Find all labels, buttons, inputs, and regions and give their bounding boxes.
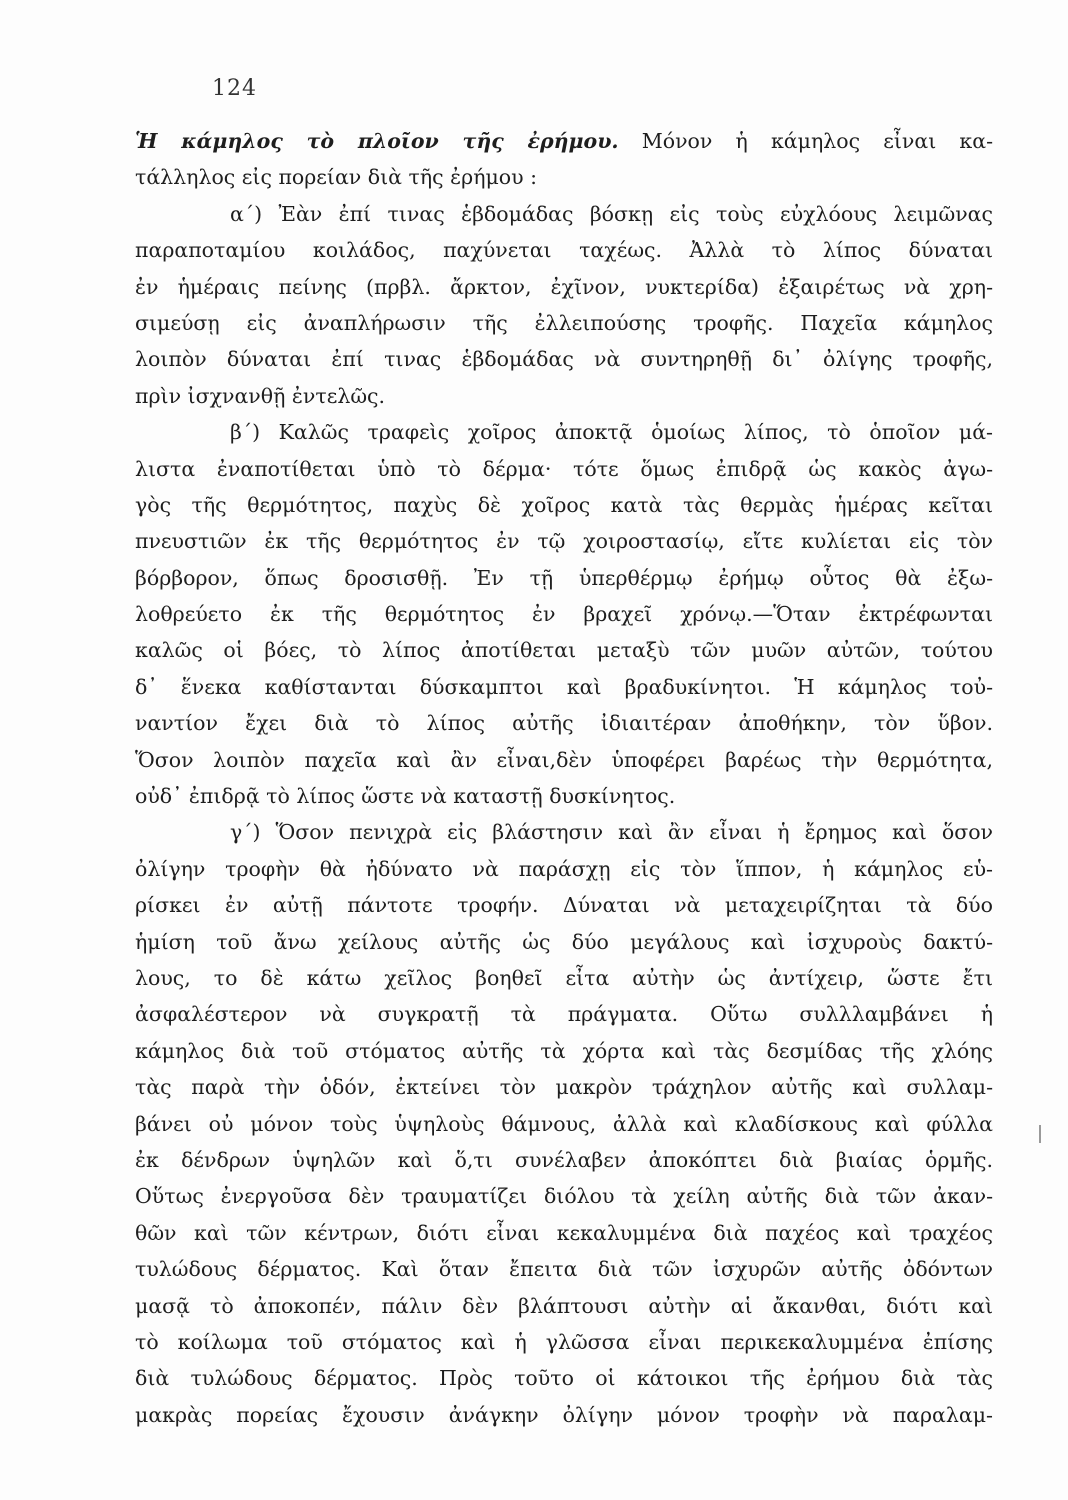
text-line: βόρβορον, ὅπως δροσισθῇ. Ἐν τῇ ὑπερθέρμῳ ἐρήμῳ οὗτος θὰ ἐξω- xyxy=(135,565,993,590)
text-line: γὸς τῆς θερμότητος, παχὺς δὲ χοῖρος κατὰ τὰς θερμὰς ἡμέρας κεῖται xyxy=(135,492,993,517)
text-line: γ΄) Ὅσον πενιχρὰ εἰς βλάστησιν καὶ ἂν εἶναι ἡ ἔρημος καὶ ὅσον xyxy=(230,820,993,845)
text-line: πνευστιῶν ἐκ τῆς θερμότητος ἐν τῷ χοιροστασίῳ, εἴτε κυλίεται εἰς τὸν xyxy=(135,529,993,554)
margin-mark xyxy=(1039,1125,1041,1143)
text-line-heading xyxy=(135,123,993,159)
text-line: οὐδ᾿ ἐπιδρᾷ τὸ λίπος ὥστε νὰ καταστῇ δυσκίνητος. xyxy=(135,784,676,809)
section-heading: Ἡ κάμηλος τὸ πλοῖον τῆς ἐρήμου. xyxy=(135,129,619,153)
text-line: δ᾿ ἕνεκα καθίστανται δύσκαμπτοι καὶ βραδυκίνητοι. Ἡ κάμηλος τοὐ- xyxy=(135,674,993,699)
text-line: ἐν ἡμέραις πείνης (πρβλ. ἄρκτον, ἐχῖνον, νυκτερίδα) ἐξαιρέτως νὰ χρη- xyxy=(135,274,993,299)
text-line: ναντίον ἔχει διὰ τὸ λίπος αὐτῆς ἰδιαιτέραν ἀποθήκην, τὸν ὕβον. xyxy=(135,711,993,736)
text-line: βάνει οὐ μόνον τοὺς ὑψηλοὺς θάμνους, ἀλλὰ καὶ κλαδίσκους καὶ φύλλα xyxy=(135,1111,993,1136)
text-line: λους, το δὲ κάτω χεῖλος βοηθεῖ εἶτα αὐτὴν ὡς ἀντίχειρ, ὥστε ἔτι xyxy=(135,965,993,990)
text-line: τὸ κοίλωμα τοῦ στόματος καὶ ἡ γλῶσσα εἶναι περικεκαλυμμένα ἐπίσης xyxy=(135,1329,993,1354)
text-line: παραποταμίου κοιλάδος, παχύνεται ταχέως. Ἀλλὰ τὸ λίπος δύναται xyxy=(135,238,993,263)
text-line: πρὶν ἰσχνανθῇ ἐντελῶς. xyxy=(135,383,386,408)
text-line: α΄) Ἐὰν ἐπί τινας ἑβδομάδας βόσκῃ εἰς τοὺς εὐχλόους λειμῶνας xyxy=(230,201,993,226)
text-line: ἡμίση τοῦ ἄνω χείλους αὐτῆς ὡς δύο μεγάλους καὶ ἰσχυροὺς δακτύ- xyxy=(135,929,993,954)
text-line: ὀλίγην τροφὴν θὰ ἠδύνατο νὰ παράσχῃ εἰς τὸν ἵππον, ἡ κάμηλος εὑ- xyxy=(135,856,993,881)
text-line: κάμηλος διὰ τοῦ στόματος αὐτῆς τὰ χόρτα καὶ τὰς δεσμίδας τῆς χλόης xyxy=(135,1038,993,1063)
text-line: σιμεύσῃ εἰς ἀναπλήρωσιν τῆς ἐλλειπούσης τροφῆς. Παχεῖα κάμηλος xyxy=(135,310,993,335)
text-line: ἀσφαλέστερον νὰ συγκρατῇ τὰ πράγματα. Οὕτω συλλλαμβάνει ἡ xyxy=(135,1002,993,1027)
text-line: καλῶς οἱ βόες, τὸ λίπος ἀποτίθεται μεταξὺ τῶν μυῶν αὐτῶν, τούτου xyxy=(135,638,993,663)
text-line: Ὅσον λοιπὸν παχεῖα καὶ ἂν εἶναι,δὲν ὑποφέρει βαρέως τὴν θερμότητα, xyxy=(135,747,993,772)
text-line: διὰ τυλώδους δέρματος. Πρὸς τοῦτο οἱ κάτοικοι τῆς ἐρήμου διὰ τὰς xyxy=(135,1366,993,1391)
text-line: τὰς παρὰ τὴν ὁδόν, ἐκτείνει τὸν μακρὸν τράχηλον αὐτῆς καὶ συλλαμ- xyxy=(135,1075,993,1100)
heading-continuation: Μόνον ἡ κάμηλος εἶναι κα- xyxy=(618,129,993,153)
page-number: 124 xyxy=(212,76,257,101)
text-line: ρίσκει ἐν αὐτῇ πάντοτε τροφήν. Δύναται νὰ μεταχειρίζηται τὰ δύο xyxy=(135,893,993,918)
text-line: ἐκ δένδρων ὑψηλῶν καὶ ὅ,τι συνέλαβεν ἀποκόπτει διὰ βιαίας ὁρμῆς. xyxy=(135,1147,993,1172)
text-line: θῶν καὶ τῶν κέντρων, διότι εἶναι κεκαλυμμένα διὰ παχέος καὶ τραχέος xyxy=(135,1220,993,1245)
text-line: β΄) Καλῶς τραφεὶς χοῖρος ἀποκτᾷ ὁμοίως λίπος, τὸ ὁποῖον μά- xyxy=(230,420,993,445)
text-line: λοθρεύετο ἐκ τῆς θερμότητος ἐν βραχεῖ χρόνῳ.—Ὅταν ἐκτρέφωνται xyxy=(135,602,993,627)
body-text xyxy=(135,123,993,1433)
text-line: λοιπὸν δύναται ἐπί τινας ἑβδομάδας νὰ συντηρηθῇ δι᾿ ὀλίγης τροφῆς, xyxy=(135,347,993,372)
text-line: λιστα ἐναποτίθεται ὑπὸ τὸ δέρμα· τότε ὅμως ἐπιδρᾷ ὡς κακὸς ἀγω- xyxy=(135,456,993,481)
text-line: μακρὰς πορείας ἔχουσιν ἀνάγκην ὀλίγην μόνον τροφὴν νὰ παραλαμ- xyxy=(135,1402,993,1427)
text-line: τάλληλος εἰς πορείαν διὰ τῆς ἐρήμου : xyxy=(135,165,538,190)
text-line: μασᾷ τὸ ἀποκοπέν, πάλιν δὲν βλάπτουσι αὐτὴν αἱ ἄκανθαι, διότι καὶ xyxy=(135,1293,993,1318)
text-line: τυλώδους δέρματος. Καὶ ὅταν ἔπειτα διὰ τῶν ἰσχυρῶν αὐτῆς ὀδόντων xyxy=(135,1257,993,1282)
text-line: Οὕτως ἐνεργοῦσα δὲν τραυματίζει διόλου τὰ χείλη αὐτῆς διὰ τῶν ἀκαν- xyxy=(135,1184,993,1209)
